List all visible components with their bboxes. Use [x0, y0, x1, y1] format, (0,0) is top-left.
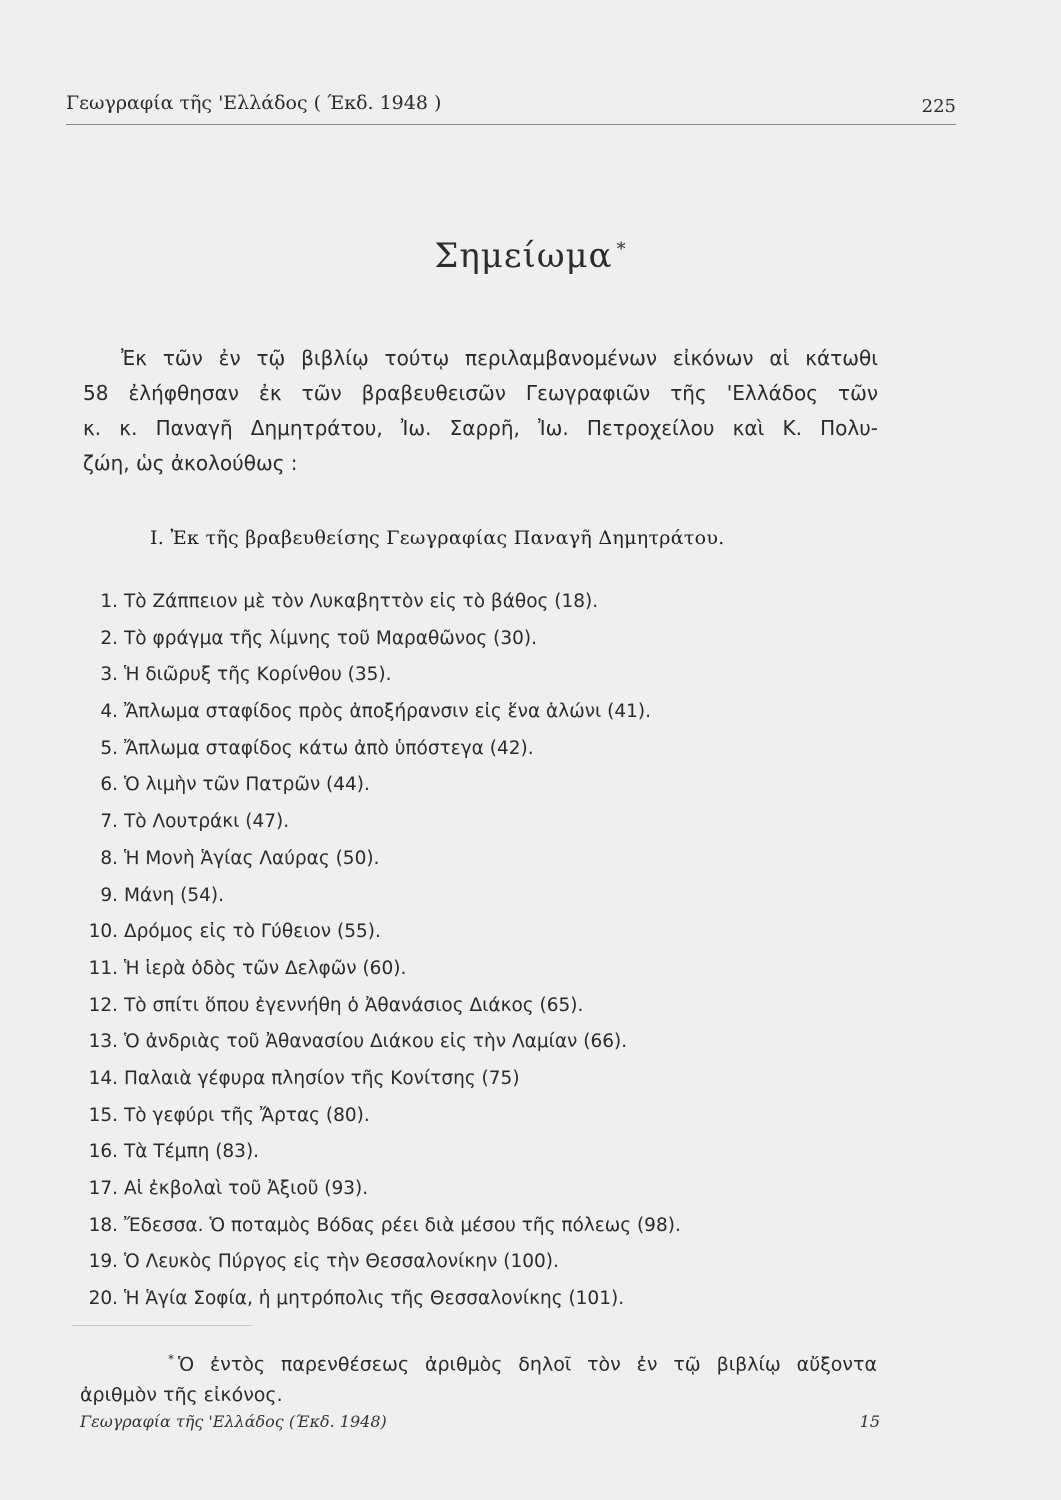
list-item [78, 1024, 878, 1061]
page-title [0, 236, 1061, 276]
list-item [78, 841, 878, 878]
footnote [80, 1341, 877, 1413]
list-item [78, 621, 878, 658]
list-item-text: Ἄπλωμα σταφίδος κάτω ἀπὸ ὑπόστεγα (42). [124, 737, 534, 759]
list-item-number: 7. [100, 811, 118, 833]
page-footer [80, 1412, 880, 1442]
list-item-text: Ὁ Λευκὸς Πύργος εἰς τὴν Θεσσαλονίκην (100). [124, 1251, 559, 1273]
list-item [78, 1244, 878, 1281]
list-item-text: Τὸ Λουτράκι (47). [124, 811, 290, 833]
page-header [66, 90, 956, 130]
list-item [78, 914, 878, 951]
footnote-mark: * [168, 1352, 174, 1366]
list-item-number: 19. [88, 1251, 118, 1273]
list-item-text: Ἄπλωμα σταφίδος πρὸς ἀποξήρανσιν εἰς ἕνα ἁλώνι (41). [124, 701, 652, 723]
footnote-line: ἀριθμὸν τῆς εἰκόνος. [80, 1384, 283, 1406]
list-item-number: 6. [100, 774, 118, 796]
list-item-text: Μάνη (54). [124, 884, 224, 906]
list-item [78, 804, 878, 841]
list-item [78, 694, 878, 731]
footnote-line [80, 1341, 877, 1377]
list-item [78, 951, 878, 988]
list-item-number: 12. [88, 994, 118, 1016]
list-item [78, 1281, 878, 1318]
list-item-text: Τὸ γεφύρι τῆς Ἄρτας (80). [124, 1104, 370, 1126]
list-item [78, 1134, 878, 1171]
list-item [78, 1098, 878, 1135]
list-item-text: Τὸ Ζάππειον μὲ τὸν Λυκαβηττὸν εἰς τὸ βάθος (18). [124, 591, 599, 612]
list-item-number: 2. [100, 627, 118, 649]
list-item-number: 15. [88, 1104, 118, 1126]
list-item-number: 17. [88, 1178, 118, 1199]
list-item-number: 4. [100, 701, 118, 723]
intro-line: ζώη, ὡς ἀκολούθως : [83, 451, 298, 475]
list-item-text: Τὰ Τέμπη (83). [124, 1141, 260, 1163]
list-item [78, 584, 878, 621]
running-head: Γεωγραφία τῆς 'Ελλάδος ( Έκδ. 1948 ) [66, 92, 442, 114]
list-item [78, 657, 878, 694]
header-rule [66, 124, 956, 125]
list-item-text: Αἱ ἐκβολαὶ τοῦ Ἀξιοῦ (93). [124, 1178, 369, 1199]
list-item-number: 18. [88, 1214, 118, 1236]
page-number: 225 [921, 96, 956, 117]
list-item [78, 1061, 878, 1098]
footnote-rule [72, 1325, 252, 1326]
list-item-text: Τὸ σπίτι ὅπου ἐγεννήθη ὁ Ἀθανάσιος Διάκος (65). [124, 994, 584, 1016]
footer-signature-number: 15 [859, 1412, 880, 1431]
list-item-text: Τὸ φράγμα τῆς λίμνης τοῦ Μαραθῶνος (30). [124, 627, 538, 649]
intro-paragraph [83, 341, 878, 481]
list-item-text: Ὁ λιμὴν τῶν Πατρῶν (44). [124, 774, 370, 796]
footnote-text: Ὁ ἐντὸς παρενθέσεως ἀριθμὸς δηλοῖ τὸν ἐν τῷ βιβλίῳ αὔξοντα [178, 1353, 877, 1376]
title-footnote-mark: * [616, 238, 627, 260]
list-item-number: 8. [100, 847, 118, 869]
list-item-text: Ἡ ἱερὰ ὁδὸς τῶν Δελφῶν (60). [124, 957, 407, 979]
list-item-text: Ἡ Μονὴ Ἁγίας Λαύρας (50). [124, 847, 380, 869]
list-item-number: 16. [88, 1141, 118, 1163]
list-item-text: Ὁ ἀνδριὰς τοῦ Ἀθανασίου Διάκου εἰς τὴν Λαμίαν (66). [124, 1031, 628, 1053]
list-item [78, 1171, 878, 1208]
footer-signature-text: Γεωγραφία τῆς 'Ελλάδος (Έκδ. 1948) [80, 1412, 387, 1431]
intro-line: Ἐκ τῶν ἐν τῷ βιβλίῳ τούτῳ περιλαμβανομένων εἰκόνων αἱ κάτωθι [121, 346, 878, 370]
list-item-text: Ἡ Ἁγία Σοφία, ἡ μητρόπολις τῆς Θεσσαλονίκης (101). [124, 1288, 625, 1310]
intro-line: 58 ἐλήφθησαν ἐκ τῶν βραβευθεισῶν Γεωγραφιῶν τῆς 'Ελλάδος τῶν [83, 381, 878, 405]
list-item-number: 5. [100, 737, 118, 759]
list-item-text: Παλαιὰ γέφυρα πλησίον τῆς Κονίτσης (75) [124, 1067, 520, 1089]
list-item-text: Ἡ διῶρυξ τῆς Κορίνθου (35). [124, 664, 392, 686]
figure-list [78, 584, 878, 1318]
list-item-number: 13. [88, 1031, 118, 1053]
list-item [78, 878, 878, 915]
list-item [78, 731, 878, 768]
list-item-number: 11. [88, 957, 118, 979]
list-item [78, 988, 878, 1025]
list-item-number: 10. [88, 921, 118, 943]
list-item-text: Ἔδεσσα. Ὁ ποταμὸς Βόδας ρέει διὰ μέσου τῆς πόλεως (98). [124, 1214, 681, 1236]
title-text: Σημείωμα [434, 236, 613, 276]
intro-line: κ. κ. Παναγῆ Δημητράτου, Ἰω. Σαρρῆ, Ἰω. Πετροχείλου καὶ Κ. Πολυ- [83, 416, 878, 440]
list-item [78, 767, 878, 804]
list-item-number: 14. [88, 1067, 118, 1089]
list-item-number: 9. [100, 884, 118, 906]
list-item-number: 1. [100, 591, 118, 612]
list-item [78, 1208, 878, 1245]
list-item-text: Δρόμος εἰς τὸ Γύθειον (55). [124, 921, 381, 943]
list-item-number: 3. [100, 664, 118, 686]
list-item-number: 20. [88, 1288, 118, 1310]
section-heading: I. Ἐκ τῆς βραβευθείσης Γεωγραφίας Παναγῆ Δημητράτου. [150, 527, 725, 549]
